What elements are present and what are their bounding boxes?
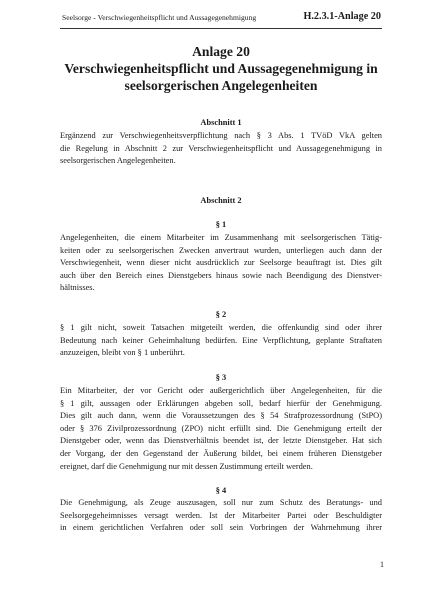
paragraph-line: die Regelung in Abschnitt 2 zur Verschwiegenheitspflicht und Aussagegenehmigung in xyxy=(60,143,382,153)
paragraph-line: oder § 376 Zivilprozessordnung (ZPO) nicht erfüllt sind. Die Genehmigung erteilt der xyxy=(60,423,382,433)
paragraph-line: Die Genehmigung, als Zeuge auszusagen, soll nur zum Schutz des Beratungs- und xyxy=(60,498,382,507)
paragraph-line: Dies gilt auch dann, wenn die Voraussetzungen des § 54 Strafprozessordnung (StPO) xyxy=(60,411,382,421)
paragraph-line: Verschwiegenheit, wenn dieser nicht ausdrücklich zur Seelsorge beauftragt ist. Dies gilt xyxy=(60,258,382,268)
header-rule xyxy=(60,28,382,29)
paragraph-line: in einem gerichtlichen Verfahren oder soll sein Vorbringen der Wahrnehmung ihrer xyxy=(60,523,382,533)
paragraph-line: § 1 gilt, aussagen oder Erklärungen abgeben soll, bedarf hierfür der Genehmigung. xyxy=(60,398,382,408)
paragraph-line: der Vorgang, der den Gegenstand der Äußerung bildet, bei einem früheren Dienstgeber xyxy=(60,448,382,458)
paragraph xyxy=(60,130,382,168)
paragraph-line: Seelsorgegeheimnisses versagt werden. Ist der Mitarbeiter Partei oder Beschuldigter xyxy=(60,510,382,520)
paragraph-number: § 4 xyxy=(215,486,227,495)
paragraph-line: § 1 gilt nicht, soweit Tatsachen mitgeteilt werden, die offenkundig sind oder ihrer xyxy=(60,323,382,332)
paragraph-line: anzuzeigen, bleibt von § 1 unberührt. xyxy=(60,348,185,358)
running-header-right: H.2.3.1-Anlage 20 xyxy=(303,11,381,22)
paragraph-line: auch über den Bereich eines Dienstgebers hinaus sowie nach Beendigung des Dienstver- xyxy=(60,270,382,280)
paragraph-line: keiten oder zu seelsorgerischen Zwecken anvertraut wurden, unterliegen auch dann der xyxy=(60,245,382,255)
running-header-left: Seelsorge - Verschwiegenheitspflicht und Aussagegenehmigung xyxy=(62,13,257,22)
paragraph xyxy=(60,322,382,360)
paragraph-line: Ergänzend zur Verschwiegenheitsverpflichtung nach § 3 Abs. 1 TVöD VkA gelten xyxy=(60,131,382,140)
paragraph-line: ereignet, darf die Genehmigung nur mit dessen Zustimmung erteilt werden. xyxy=(60,461,313,471)
paragraph-line: seelsorgerischen Angelegenheiten. xyxy=(60,156,176,166)
document-title xyxy=(58,43,384,94)
section-heading: Abschnitt 1 xyxy=(200,118,242,127)
paragraph-line: Angelegenheiten, die einem Mitarbeiter im Zusammenhang mit seelsorgerischen Tätig- xyxy=(60,233,382,242)
paragraph-number: § 3 xyxy=(215,373,227,382)
paragraph xyxy=(60,232,382,295)
paragraph-line: hältnisses. xyxy=(60,283,95,293)
paragraph-number: § 2 xyxy=(215,310,227,319)
title-line: seelsorgerischen Angelegenheiten xyxy=(124,78,318,93)
paragraph-number: § 1 xyxy=(215,220,227,229)
paragraph xyxy=(60,385,382,473)
title-line: Anlage 20 xyxy=(192,44,250,59)
paragraph xyxy=(60,497,382,535)
paragraph-line: Ein Mitarbeiter, der vor Gericht oder außergerichtlich über Angelegenheiten, für die xyxy=(60,386,382,395)
paragraph-line: Bedeutung nach keiner Geheimhaltung bedürfen. Eine Verpflichtung, geplante Straftaten xyxy=(60,335,382,345)
page-number: 1 xyxy=(380,560,384,569)
paragraph-line: Dienstgeber oder, wenn das Dienstverhältnis beendet ist, der letzte Dienstgeber. Hat sich xyxy=(60,436,382,446)
section-heading: Abschnitt 2 xyxy=(200,196,242,205)
title-line: Verschwiegenheitspflicht und Aussagegenehmigung in xyxy=(64,61,378,76)
